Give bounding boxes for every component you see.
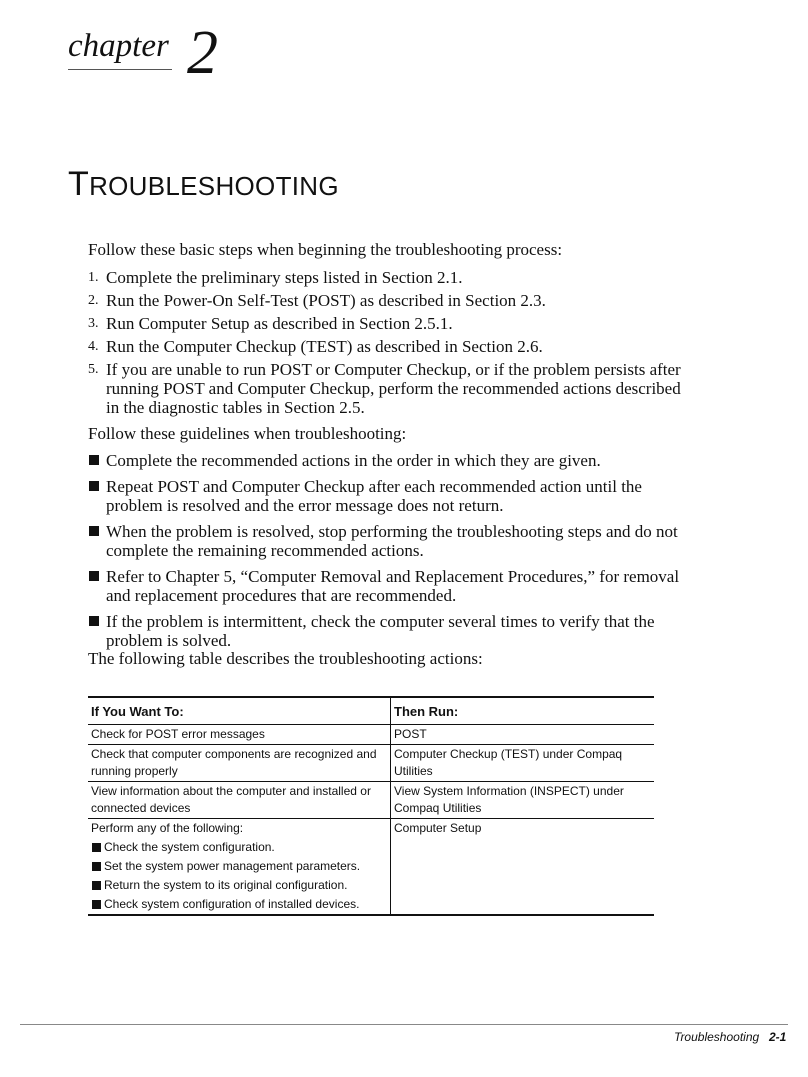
title-rest: ROUBLESHOOTING (89, 171, 339, 201)
step-text: Run the Computer Checkup (TEST) as described in Section 2.6. (106, 337, 543, 356)
page-title (68, 165, 339, 204)
step-text: Complete the preliminary steps listed in Section 2.1. (106, 268, 463, 287)
bullet-square-icon (92, 900, 101, 909)
list-item (88, 337, 688, 356)
cell-run: View System Information (INSPECT) under Compaq Utilities (391, 782, 655, 819)
step-text: Run Computer Setup as described in Section 2.5.1. (106, 314, 453, 333)
cell-run: POST (391, 725, 655, 745)
intro-guidelines: Follow these guidelines when troubleshooting: (88, 424, 407, 443)
cell-want: View information about the computer and installed or connected devices (88, 782, 391, 819)
table-header-row (88, 697, 654, 725)
list-item (91, 858, 387, 875)
sub-item-text: Return the system to its original configuration. (104, 878, 348, 892)
intro-steps: Follow these basic steps when beginning the troubleshooting process: (88, 240, 563, 259)
chapter-label: chapter (68, 28, 169, 64)
bullet-square-icon (92, 881, 101, 890)
list-item (88, 291, 688, 310)
chapter-number: 2 (187, 19, 218, 87)
bullet-square-icon (89, 571, 99, 581)
guideline-text: Refer to Chapter 5, “Computer Removal and Replacement Procedures,” for removal and replacement procedures that are recommended. (106, 567, 680, 605)
guideline-text: When the problem is resolved, stop performing the troubleshooting steps and do not complete the remaining recommended actions. (106, 522, 678, 560)
column-header-want: If You Want To: (88, 697, 391, 725)
table-row (88, 819, 654, 916)
list-item (91, 877, 387, 894)
step-text: If you are unable to run POST or Computer Checkup, or if the problem persists after running POST and Computer Checkup, perform the recommended actions described in the diagnostic tables in Section 2.5. (106, 360, 681, 417)
bullet-square-icon (89, 455, 99, 465)
list-item (88, 612, 688, 650)
step-number: 1. (88, 270, 99, 285)
title-initial: T (68, 165, 90, 203)
cell-want (88, 819, 391, 916)
footer-section: Troubleshooting (674, 1030, 760, 1044)
footer-page-number: 2-1 (769, 1030, 787, 1044)
list-item (88, 477, 688, 515)
cell-want: Check that computer components are recognized and running properly (88, 745, 391, 782)
guideline-text: If the problem is intermittent, check the computer several times to verify that the problem is solved. (106, 612, 655, 650)
list-item (88, 451, 688, 470)
table-row (88, 725, 654, 745)
step-number: 5. (88, 362, 99, 377)
step-number: 3. (88, 316, 99, 331)
sub-item-text: Check system configuration of installed devices. (104, 897, 360, 911)
cell-want: Check for POST error messages (88, 725, 391, 745)
list-item (91, 839, 387, 856)
table-row (88, 745, 654, 782)
guideline-text: Repeat POST and Computer Checkup after each recommended action until the problem is resolved and the error message does not return. (106, 477, 642, 515)
intro-table: The following table describes the troubleshooting actions: (88, 649, 483, 668)
bullet-square-icon (92, 843, 101, 852)
list-item (88, 314, 688, 333)
list-item (88, 360, 688, 417)
troubleshooting-table (88, 696, 654, 916)
steps-list (88, 268, 688, 421)
footer-rule (20, 1024, 788, 1025)
bullet-square-icon (92, 862, 101, 871)
list-item (91, 896, 387, 913)
table-row (88, 782, 654, 819)
cell-run: Computer Checkup (TEST) under Compaq Utilities (391, 745, 655, 782)
sub-item-text: Check the system configuration. (104, 840, 275, 854)
list-item (88, 268, 688, 287)
bullet-square-icon (89, 526, 99, 536)
guidelines-list (88, 451, 688, 657)
list-item (88, 522, 688, 560)
chapter-rule (68, 69, 172, 70)
bullet-square-icon (89, 616, 99, 626)
sub-item-text: Set the system power management parameters. (104, 859, 361, 873)
cell-want-lead: Perform any of the following: (91, 821, 244, 835)
step-number: 4. (88, 339, 99, 354)
guideline-text: Complete the recommended actions in the order in which they are given. (106, 451, 601, 470)
step-text: Run the Power-On Self-Test (POST) as described in Section 2.3. (106, 291, 546, 310)
cell-run: Computer Setup (391, 819, 655, 916)
list-item (88, 567, 688, 605)
bullet-square-icon (89, 481, 99, 491)
step-number: 2. (88, 293, 99, 308)
column-header-run: Then Run: (391, 697, 655, 725)
